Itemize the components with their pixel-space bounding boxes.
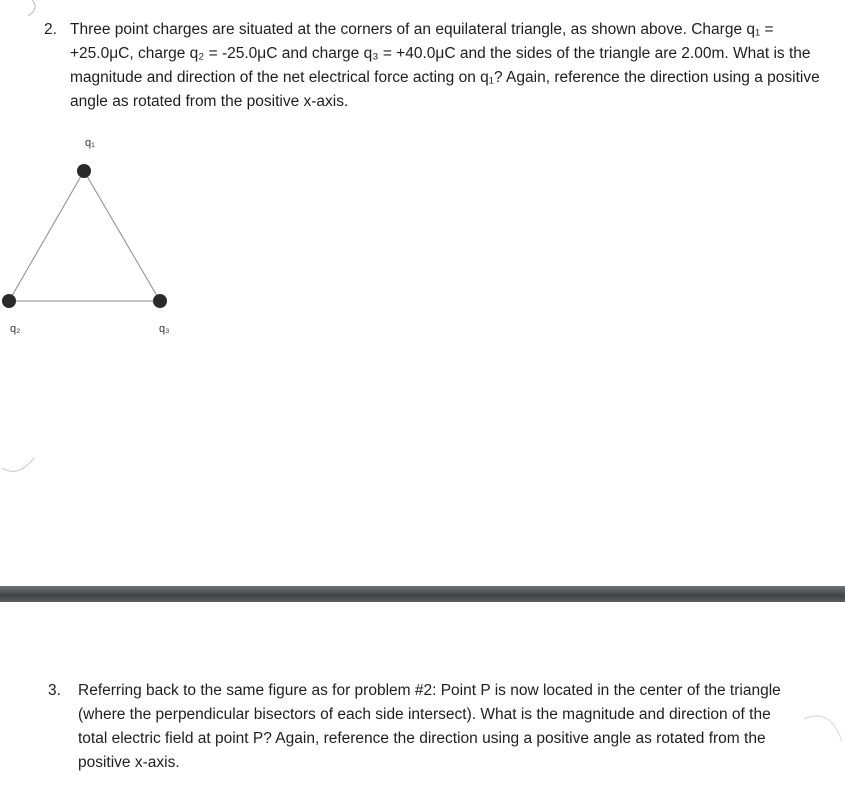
charge-q2-dot xyxy=(2,294,16,308)
page-curl-right xyxy=(800,705,845,750)
charge-q3-dot xyxy=(153,294,167,308)
label-q2: q₂ xyxy=(10,323,21,335)
label-q3: q₃ xyxy=(159,323,170,335)
problem-2-number: 2. xyxy=(44,21,57,38)
problem-3-text: Referring back to the same figure as for problem #2: Point P is now located in the center of the triangle (where the perpendicular bisectors of each side intersect). What is the magnitude and direction of the total electric field at point P? Again, reference the direction using a positive angle as rotated from the positive x-axis. xyxy=(78,682,781,771)
page-curl-left xyxy=(0,440,40,480)
charge-q1-dot xyxy=(77,164,91,178)
side-q1-q3 xyxy=(84,171,160,301)
problem-2-text: Three point charges are situated at the corners of an equilateral triangle, as shown above. Charge q₁ = +25.0μC, charge q₂ = -25.0μC and charge q₃ = +40.0μC and the sides of the triangle are 2.00m. What is the magnitude and direction of the net electrical force acting on q₁? Again, reference the direction using a positive angle as rotated from the positive x-axis. xyxy=(70,21,820,110)
problem-3-number: 3. xyxy=(48,682,61,699)
section-divider xyxy=(0,586,845,602)
label-q1: q₁ xyxy=(85,137,95,149)
side-q1-q2 xyxy=(9,171,84,301)
